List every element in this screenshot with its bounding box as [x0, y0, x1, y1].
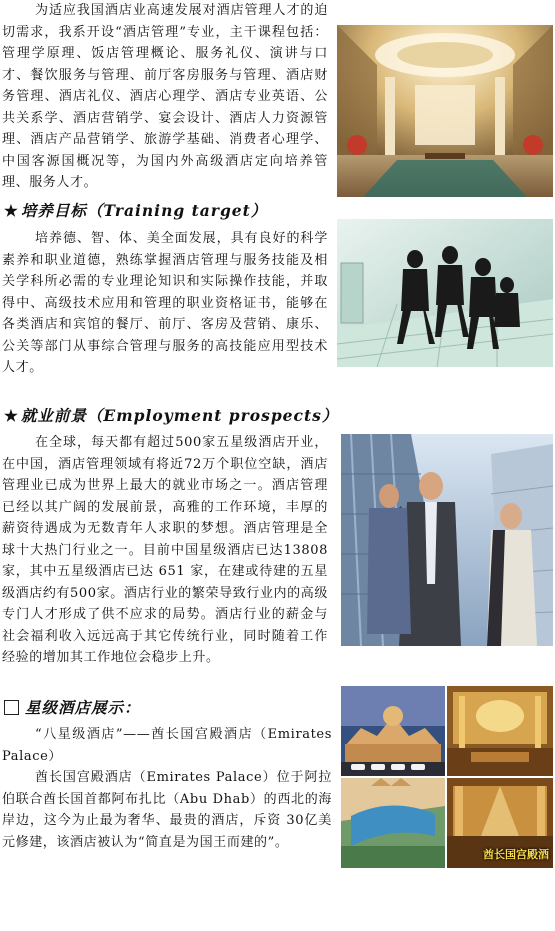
checkbox-icon	[4, 700, 19, 715]
training-staff-photo	[337, 219, 553, 367]
showcase-text: 酋长国宫殿酒店（Emirates Palace）位于阿拉伯联合酋长国首都阿布扎比（Abu Dhab）的西北的海岸边，这今为止最为奢华、最贵的酒店，斥资 30亿美元修建，该酒店被认为“简直是为国王而建的”。	[2, 770, 332, 850]
emirates-palace-collage	[341, 686, 553, 868]
showcase-heading-text: 星级酒店展示：	[25, 698, 141, 717]
employment-paragraph	[2, 432, 328, 669]
intro-paragraph	[2, 0, 328, 194]
star-icon: ★	[4, 406, 19, 425]
employment-heading-text: 就业前景（Employment prospects）	[20, 406, 339, 425]
showcase-title	[2, 724, 332, 767]
training-paragraph	[2, 228, 328, 379]
business-people-photo	[341, 434, 553, 646]
intro-text: 为适应我国酒店业高速发展对酒店管理人才的迫切需求，我系开设“酒店管理”专业，主干课程包括：管理学原理、饭店管理概论、服务礼仪、演讲与口才、餐饮服务与管理、前厅客房服务与管理、酒店财务管理、酒店礼仪、酒店心理学、酒店专业英语、公共关系学、酒店营销学、宴会设计、酒店人力资源管理、酒店产品营销学、旅游学基础、消费者心理学、中国客源国概况等，为国内外高级酒店定向培养管理、服务人才。	[2, 3, 328, 190]
employment-heading	[4, 404, 338, 426]
showcase-heading	[4, 696, 141, 718]
training-text: 培养德、智、体、美全面发展，具有良好的科学素养和职业道德，熟练掌握酒店管理与服务技能及相关学科所必需的专业理论知识和实际操作技能，并取得中、高级技术应用和管理的职业资格证书，能够在各类酒店和宾馆的餐厅、前厅、客房及营销、康乐、公关等部门从事综合管理与服务的高技能应用型技术人才。	[2, 231, 328, 375]
showcase-title-text: “八星级酒店”——酋长国宫殿酒店（Emirates Palace）	[2, 727, 332, 764]
hotel-lobby-photo	[337, 25, 553, 197]
training-heading	[4, 199, 267, 221]
employment-text: 在全球，每天都有超过500家五星级酒店开业，在中国，酒店管理领域有将近72万个职位空缺，酒店管理业已成为世界上最大的就业市场之一。酒店管理已经以其广阔的发展前景，高雅的工作环境，丰厚的薪资待遇成为无数青年人求职的梦想。酒店管理是全球十大热门行业之一。目前中国星级酒店已达13808家，其中五星级酒店已达 651 家，在建或待建的五星级酒店约有500家。酒店行业的繁荣导致行业内的高级专门人才形成了供不应求的局势。酒店行业的薪金与社会福利收入远远高于其它传统行业，同时随着工作经验的增加其工作地位会稳步上升。	[2, 435, 328, 665]
collage-caption: 酋长国宫殿酒	[483, 848, 549, 861]
star-icon: ★	[4, 201, 19, 220]
training-heading-text: 培养目标（Training target）	[20, 201, 268, 220]
showcase-paragraph	[2, 767, 332, 853]
